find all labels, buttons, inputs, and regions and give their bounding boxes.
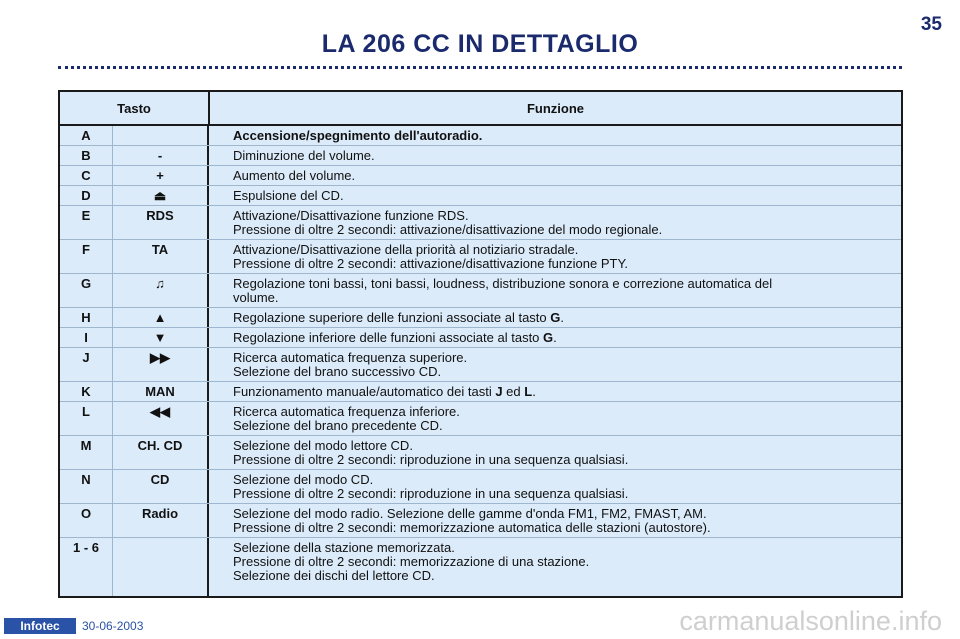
table-row — [60, 382, 901, 402]
function-description: Selezione della stazione memorizzata. Pressione di oltre 2 secondi: memorizzazione di una stazione. Selezione dei dischi del lettore CD. — [233, 540, 590, 583]
key-reference: J — [495, 384, 503, 399]
function-description: Selezione del modo radio. Selezione delle gamme d'onda FM1, FM2, FMAST, AM. Pressione di oltre 2 secondi: memorizzazione automatica delle stazioni (autostore). — [233, 506, 711, 535]
arrow-down-icon: ▼ — [113, 328, 209, 347]
fast-forward-icon: ▶▶ — [113, 348, 209, 381]
key-letter: E — [60, 206, 113, 239]
table-row — [60, 538, 901, 596]
key-letter: H — [60, 308, 113, 327]
function-description: Selezione del modo lettore CD. Pressione di oltre 2 secondi: riproduzione in una sequenza qualsiasi. — [233, 438, 629, 467]
table-row — [60, 206, 901, 240]
table-header — [60, 92, 901, 126]
watermark: carmanualsonline.info — [679, 606, 942, 636]
key-letter: B — [60, 146, 113, 165]
function-description: Espulsione del CD. — [233, 188, 344, 203]
infotec-logo: Infotec — [4, 618, 76, 634]
key-letter: A — [60, 126, 113, 145]
key-symbol — [113, 126, 209, 145]
table-row — [60, 436, 901, 470]
footer-date: 30-06-2003 — [82, 619, 144, 633]
function-description: Regolazione toni bassi, toni bassi, loudness, distribuzione sonora e correzione automatica del volume. — [233, 276, 773, 305]
title-divider — [58, 66, 902, 69]
function-description: Ricerca automatica frequenza inferiore. Selezione del brano precedente CD. — [233, 404, 460, 433]
function-description — [209, 382, 901, 401]
key-letter: G — [60, 274, 113, 307]
description-text: . — [553, 330, 557, 345]
description-text: Funzionamento manuale/automatico dei tasti — [233, 384, 496, 399]
key-letter: M — [60, 436, 113, 469]
key-symbol: + — [113, 166, 209, 185]
description-text: Regolazione inferiore delle funzioni associate al tasto — [233, 330, 544, 345]
function-description: Selezione del modo CD. Pressione di oltre 2 secondi: riproduzione in una sequenza qualsiasi. — [233, 472, 629, 501]
music-note-icon: ♫ — [113, 274, 209, 307]
key-symbol — [113, 538, 209, 596]
key-letter: O — [60, 504, 113, 537]
page-number: 35 — [920, 14, 942, 35]
key-letter: I — [60, 328, 113, 347]
table-body — [60, 126, 901, 596]
key-symbol: CD — [113, 470, 209, 503]
function-description — [209, 328, 901, 347]
key-letter: C — [60, 166, 113, 185]
page-title: LA 206 CC IN DETTAGLIO — [321, 30, 639, 58]
table-row — [60, 126, 901, 146]
description-text: . — [532, 384, 536, 399]
key-reference: L — [524, 384, 533, 399]
table-row — [60, 146, 901, 166]
function-description: Attivazione/Disattivazione funzione RDS. Pressione di oltre 2 secondi: attivazione/disattivazione del modo regionale. — [233, 208, 663, 237]
table-row — [60, 240, 901, 274]
table-row — [60, 402, 901, 436]
key-letter: F — [60, 240, 113, 273]
table-row — [60, 470, 901, 504]
key-letter: D — [60, 186, 113, 205]
function-description: Aumento del volume. — [233, 168, 356, 183]
key-symbol: CH. CD — [113, 436, 209, 469]
function-description: Attivazione/Disattivazione della priorità al notiziario stradale. Pressione di oltre 2 secondi: attivazione/disattivazione funzione PTY. — [233, 242, 629, 271]
key-letter: J — [60, 348, 113, 381]
description-text: . — [560, 310, 564, 325]
table-row — [60, 166, 901, 186]
key-symbol: TA — [113, 240, 209, 273]
key-symbol: MAN — [113, 382, 209, 401]
description-text: ed — [502, 384, 525, 399]
table-row — [60, 274, 901, 308]
function-table — [58, 90, 903, 598]
key-letter: L — [60, 402, 113, 435]
header-key: Tasto — [60, 92, 210, 124]
key-reference: G — [550, 310, 561, 325]
function-description — [209, 308, 901, 327]
eject-icon: ⏏ — [113, 186, 209, 205]
rewind-icon: ◀◀ — [113, 402, 209, 435]
key-symbol: - — [113, 146, 209, 165]
table-row — [60, 348, 901, 382]
description-text: Regolazione superiore delle funzioni associate al tasto — [233, 310, 551, 325]
function-description: Ricerca automatica frequenza superiore. Selezione del brano successivo CD. — [233, 350, 468, 379]
table-row — [60, 308, 901, 328]
function-description: Accensione/spegnimento dell'autoradio. — [233, 128, 483, 143]
table-row — [60, 328, 901, 348]
key-symbol: RDS — [113, 206, 209, 239]
key-letter: N — [60, 470, 113, 503]
key-symbol: Radio — [113, 504, 209, 537]
header-function: Funzione — [526, 100, 585, 116]
table-row — [60, 186, 901, 206]
key-reference: G — [543, 330, 554, 345]
key-letter: K — [60, 382, 113, 401]
function-description: Diminuzione del volume. — [233, 148, 375, 163]
arrow-up-icon: ▲ — [113, 308, 209, 327]
table-row — [60, 504, 901, 538]
key-letter: 1 - 6 — [60, 538, 113, 596]
